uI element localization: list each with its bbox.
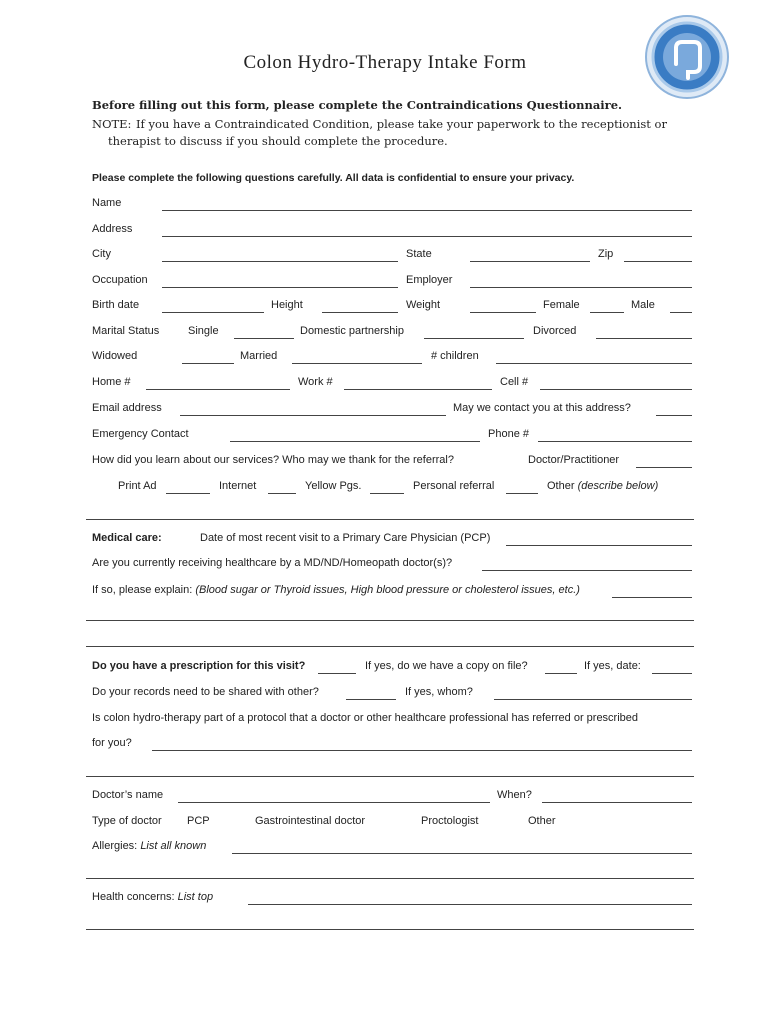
yellow-pages-field[interactable] (370, 493, 404, 494)
health-concerns-line-2[interactable] (86, 929, 694, 930)
zip-label: Zip (598, 248, 614, 260)
pcp-visit-field[interactable] (506, 545, 692, 546)
print-ad-label: Print Ad (118, 480, 157, 492)
note-line-2: therapist to discuss if you should complete the procedure. (108, 134, 448, 148)
doctor-when-label: When? (497, 789, 532, 801)
single-label: Single (188, 325, 219, 337)
note-prefix: NOTE: (92, 117, 132, 131)
emergency-phone-label: Phone # (488, 428, 529, 440)
married-field[interactable] (292, 363, 422, 364)
height-label: Height (271, 299, 303, 311)
domestic-partnership-field[interactable] (424, 338, 524, 339)
instructions: Please complete the following questions carefully. All data is confidential to ensure your privacy. (92, 172, 575, 184)
city-label: City (92, 248, 111, 260)
may-contact-field[interactable] (656, 415, 692, 416)
protocol-question-line-1: Is colon hydro-therapy part of a protocol that a doctor or other healthcare professional has referred or prescribed (92, 712, 639, 724)
name-field[interactable] (162, 210, 692, 211)
medical-care-heading: Medical care: (92, 532, 162, 544)
protocol-line-2[interactable] (86, 776, 694, 777)
doctor-practitioner-field[interactable] (636, 467, 692, 468)
male-field[interactable] (670, 312, 692, 313)
occupation-field[interactable] (162, 287, 398, 288)
type-of-doctor-label: Type of doctor (92, 815, 162, 827)
records-shared-label: Do your records need to be shared with other? (92, 686, 319, 698)
state-field[interactable] (470, 261, 590, 262)
other-referral-label: Other (describe below) (547, 480, 659, 492)
prescription-field[interactable] (318, 673, 356, 674)
may-contact-label: May we contact you at this address? (453, 402, 631, 414)
shared-whom-field[interactable] (494, 699, 692, 700)
emergency-phone-field[interactable] (538, 441, 692, 442)
prescription-date-label: If yes, date: (584, 660, 641, 672)
marital-status-label: Marital Status (92, 325, 160, 337)
prescription-question: Do you have a prescription for this visit? (92, 660, 306, 672)
prescription-date-field[interactable] (652, 673, 692, 674)
employer-field[interactable] (470, 287, 692, 288)
zip-field[interactable] (624, 261, 692, 262)
birth-date-label: Birth date (92, 299, 140, 311)
male-label: Male (631, 299, 655, 311)
weight-label: Weight (406, 299, 441, 311)
emergency-contact-field[interactable] (230, 441, 480, 442)
records-shared-field[interactable] (346, 699, 396, 700)
city-field[interactable] (162, 261, 398, 262)
employer-label: Employer (406, 274, 453, 286)
explain-line-1[interactable] (86, 620, 694, 621)
internet-label: Internet (219, 480, 257, 492)
protocol-field[interactable] (152, 750, 692, 751)
explain-field[interactable] (612, 597, 692, 598)
referral-question: How did you learn about our services? Who may we thank for the referral? (92, 454, 454, 466)
doctor-name-field[interactable] (178, 802, 490, 803)
children-label: # children (431, 350, 479, 362)
receiving-healthcare-field[interactable] (482, 570, 692, 571)
state-label: State (406, 248, 432, 260)
doctor-type-pcp[interactable]: PCP (187, 815, 210, 827)
form-title: Colon Hydro-Therapy Intake Form (243, 52, 527, 73)
health-concerns-label: Health concerns: List top (92, 891, 214, 903)
address-label: Address (92, 223, 133, 235)
home-phone-field[interactable] (146, 389, 290, 390)
copy-on-file-label: If yes, do we have a copy on file? (365, 660, 528, 672)
pcp-visit-label: Date of most recent visit to a Primary Care Physician (PCP) (200, 532, 491, 544)
work-phone-field[interactable] (344, 389, 492, 390)
children-field[interactable] (496, 363, 692, 364)
explain-line-2[interactable] (86, 646, 694, 647)
doctor-type-gastro[interactable]: Gastrointestinal doctor (255, 815, 366, 827)
name-label: Name (92, 197, 122, 209)
emergency-contact-label: Emergency Contact (92, 428, 189, 440)
note-line-1: If you have a Contraindicated Condition, please take your paperwork to the receptionist or (136, 117, 667, 131)
internet-field[interactable] (268, 493, 296, 494)
home-phone-label: Home # (92, 376, 131, 388)
work-phone-label: Work # (298, 376, 333, 388)
protocol-question-line-2: for you? (92, 737, 132, 749)
cell-phone-label: Cell # (500, 376, 529, 388)
email-label: Email address (92, 402, 162, 414)
doctor-name-label: Doctor’s name (92, 789, 164, 801)
health-concerns-field[interactable] (248, 904, 692, 905)
domestic-partnership-label: Domestic partnership (300, 325, 404, 337)
female-label: Female (543, 299, 580, 311)
divorced-field[interactable] (596, 338, 692, 339)
address-field[interactable] (162, 236, 692, 237)
cell-phone-field[interactable] (540, 389, 692, 390)
email-field[interactable] (180, 415, 446, 416)
widowed-label: Widowed (92, 350, 138, 362)
personal-referral-field[interactable] (506, 493, 538, 494)
married-label: Married (240, 350, 278, 362)
doctor-when-field[interactable] (542, 802, 692, 803)
doctor-practitioner-label: Doctor/Practitioner (528, 454, 620, 466)
widowed-field[interactable] (182, 363, 234, 364)
allergies-label: Allergies: List all known (92, 840, 207, 852)
weight-field[interactable] (470, 312, 536, 313)
single-field[interactable] (234, 338, 294, 339)
referral-describe-line[interactable] (86, 519, 694, 520)
doctor-type-other[interactable]: Other (528, 815, 556, 827)
height-field[interactable] (322, 312, 398, 313)
doctor-type-procto[interactable]: Proctologist (421, 815, 479, 827)
receiving-healthcare-label: Are you currently receiving healthcare by a MD/ND/Homeopath doctor(s)? (92, 557, 453, 569)
intro-line: Before filling out this form, please complete the Contraindications Questionnaire. (92, 98, 623, 112)
print-ad-field[interactable] (166, 493, 210, 494)
explain-label: If so, please explain: (Blood sugar or Thyroid issues, High blood pressure or cholesterol issues, etc.) (92, 584, 580, 596)
allergies-line-2[interactable] (86, 878, 694, 879)
personal-referral-label: Personal referral (413, 480, 495, 492)
shared-whom-label: If yes, whom? (405, 686, 473, 698)
yellow-pages-label: Yellow Pgs. (305, 480, 362, 492)
allergies-field[interactable] (232, 853, 692, 854)
copy-on-file-field[interactable] (545, 673, 577, 674)
female-field[interactable] (590, 312, 624, 313)
divorced-label: Divorced (533, 325, 577, 337)
occupation-label: Occupation (92, 274, 148, 286)
birth-date-field[interactable] (162, 312, 264, 313)
